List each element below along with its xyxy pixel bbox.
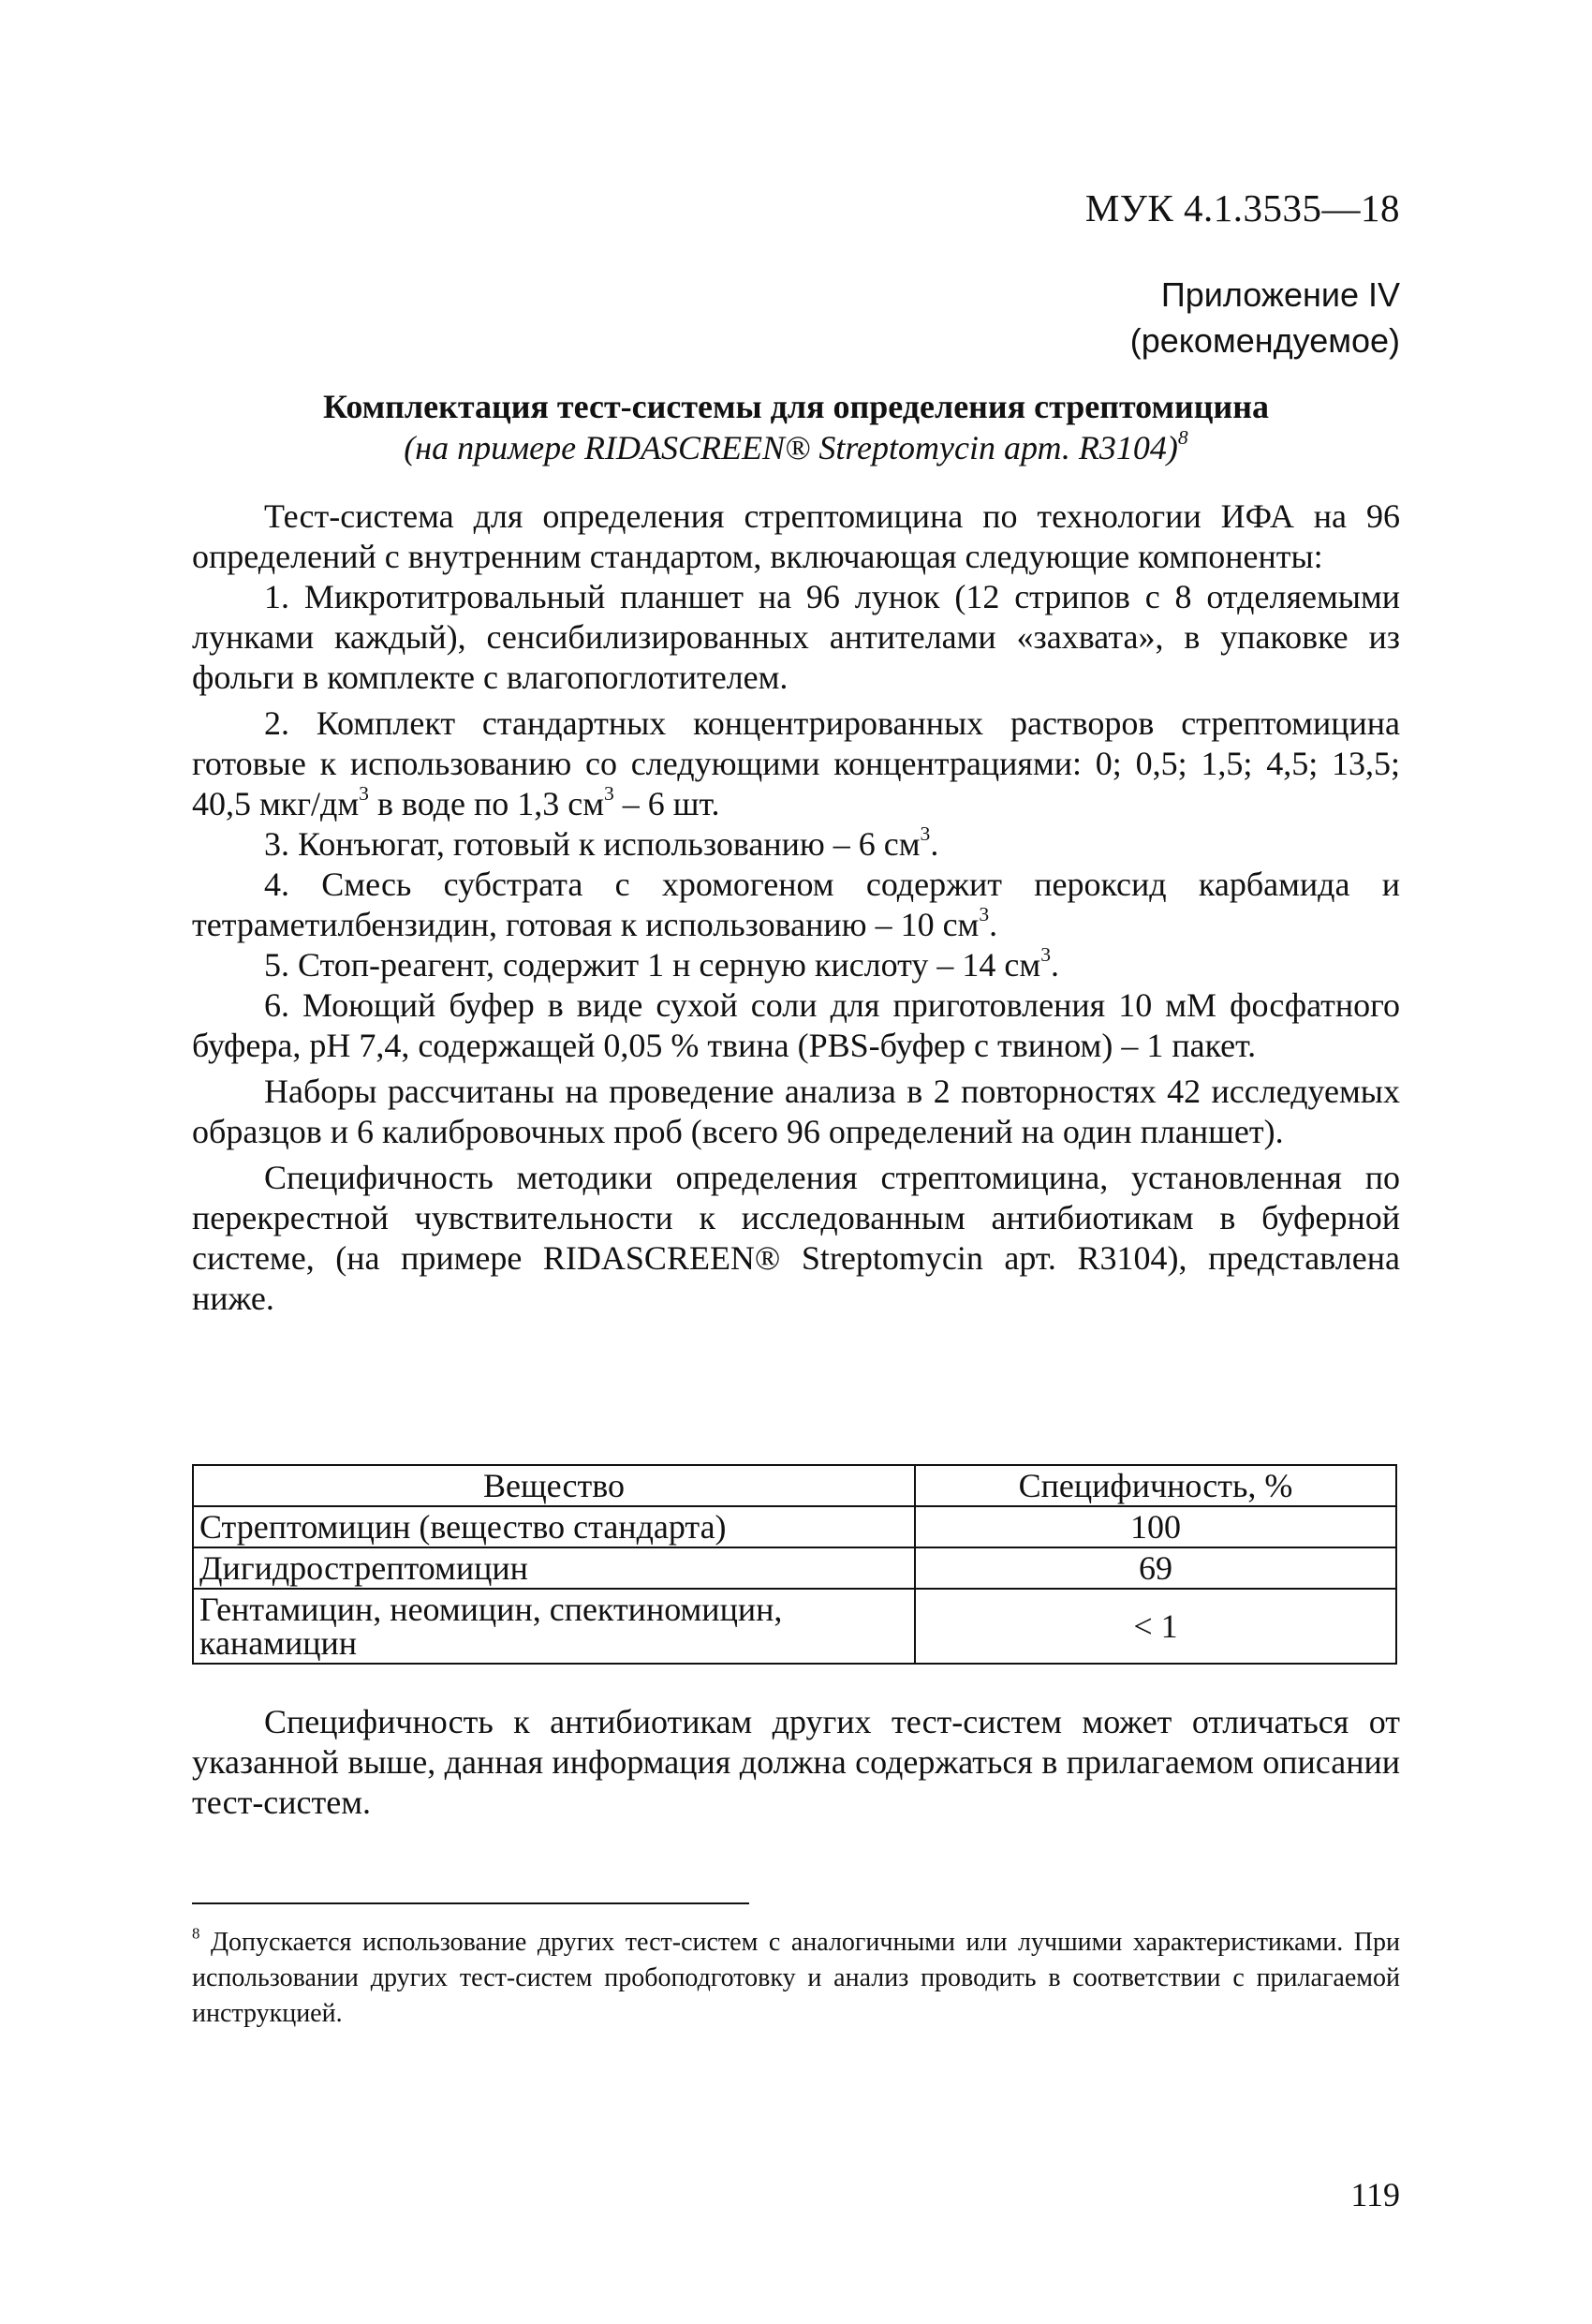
list-item-5-text: 5. Стоп-реагент, содержит 1 н серную кислоту – 14 см	[264, 946, 1041, 984]
superscript-cube: 3	[920, 822, 931, 845]
list-item-6: 6. Моющий буфер в виде сухой соли для приготовления 10 мМ фосфатного буфера, pH 7,4, содержащей 0,05 % твина (PBS-буфер с твином) – 1 пакет.	[192, 986, 1400, 1064]
body-text	[192, 496, 1400, 1319]
list-item-2	[192, 703, 1400, 824]
appendix-number: Приложение IV	[1160, 275, 1400, 314]
subtitle-text: (на примере RIDASCREEN® Streptomycin арт. R3104)	[404, 429, 1178, 466]
appendix-status: (рекомендуемое)	[1129, 321, 1400, 360]
table-row	[193, 1589, 1396, 1664]
superscript-cube: 3	[979, 902, 990, 925]
document-code: МУК 4.1.3535—18	[1084, 186, 1400, 229]
substance-cell: Стрептомицин (вещество стандарта)	[193, 1506, 915, 1547]
appendix-label	[1130, 272, 1400, 363]
page-number: 119	[1350, 2176, 1400, 2213]
footnote-reference: 8	[1177, 425, 1188, 449]
table-row	[193, 1547, 1396, 1589]
specificity-cell: 69	[915, 1547, 1396, 1589]
sets-paragraph: Наборы рассчитаны на проведение анализа в 2 повторностях 42 исследуемых образцов и 6 калибровочных проб (всего 96 определений на один планшет).	[192, 1073, 1400, 1150]
footnote-marker: 8	[192, 1924, 200, 1943]
list-item-3-text: 3. Конъюгат, готовый к использованию – 6 см	[264, 825, 921, 863]
substance-cell: Дигидрострептомицин	[193, 1547, 915, 1589]
list-item-5	[192, 942, 1400, 985]
list-item-4-text: 4. Смесь субстрата с хромогеном содержит пероксид карбамида и тетраметилбензидин, готовая к использованию – 10 см	[192, 866, 1400, 943]
intro-paragraph: Тест-система для определения стрептомицина по технологии ИФА на 96 определений с внутренним стандартом, включающая следующие компоненты:	[192, 497, 1400, 575]
substance-cell: Гентамицин, неомицин, спектиномицин, канамицин	[193, 1589, 915, 1664]
footnote-paragraph	[192, 1925, 1400, 2032]
superscript-cube: 3	[603, 781, 614, 805]
list-item-3	[192, 824, 1400, 865]
list-item-4-end: .	[989, 906, 998, 943]
list-item-3-end: .	[930, 825, 939, 863]
list-item-1: 1. Микротитровальный планшет на 96 лунок (12 стрипов с 8 отделяемыми лунками каждый), сенсибилизированных антителами «захвата», в упаковке из фольги в комплекте с влагопоглотителем.	[192, 578, 1400, 696]
component-list	[192, 577, 1400, 1066]
footnote-divider	[192, 1902, 749, 1904]
column-header-substance: Вещество	[193, 1465, 915, 1506]
list-item-4	[192, 865, 1400, 945]
specificity-table	[192, 1464, 1397, 1665]
closing-text	[192, 1702, 1400, 1823]
specificity-cell: < 1	[915, 1589, 1396, 1664]
main-title: Комплектация тест-системы для определения стрептомицина	[323, 388, 1269, 425]
list-item-2-text-c: – 6 шт.	[613, 785, 720, 822]
column-header-specificity: Специфичность, %	[915, 1465, 1396, 1506]
footnote	[192, 1925, 1400, 2032]
superscript-cube: 3	[1040, 942, 1051, 966]
specificity-paragraph: Специфичность методики определения стрептомицина, установленная по перекрестной чувствительности к исследованным антибиотикам в буферной системе, (на примере RIDASCREEN® Streptomycin арт. R3104), представлена ниже.	[192, 1159, 1400, 1317]
list-item-5-end: .	[1050, 946, 1059, 984]
closing-paragraph: Специфичность к антибиотикам других тест-систем может отличаться от указанной выше, данная информация должна содержаться в прилагаемом описании тест-систем.	[192, 1703, 1400, 1821]
section-title	[192, 386, 1400, 468]
specificity-cell: 100	[915, 1506, 1396, 1547]
table-row	[193, 1506, 1396, 1547]
table-header-row	[193, 1465, 1396, 1506]
list-item-2-text-b: в воде по 1,3 см	[368, 785, 604, 822]
subtitle	[192, 427, 1400, 468]
footnote-text: Допускается использование других тест-систем с аналогичными или лучшими характеристиками. При использовании других тест-систем пробоподготовку и анализ проводить в соответствии с прилагаемой инструкцией.	[192, 1928, 1400, 2028]
list-item-2-text-a: 2. Комплект стандартных концентрированных растворов стрептомицина готовые к использованию со следующими концентрациями: 0; 0,5; 1,5; 4,5; 13,5; 40,5 мкг/дм	[192, 704, 1400, 822]
superscript-cube: 3	[359, 781, 369, 805]
